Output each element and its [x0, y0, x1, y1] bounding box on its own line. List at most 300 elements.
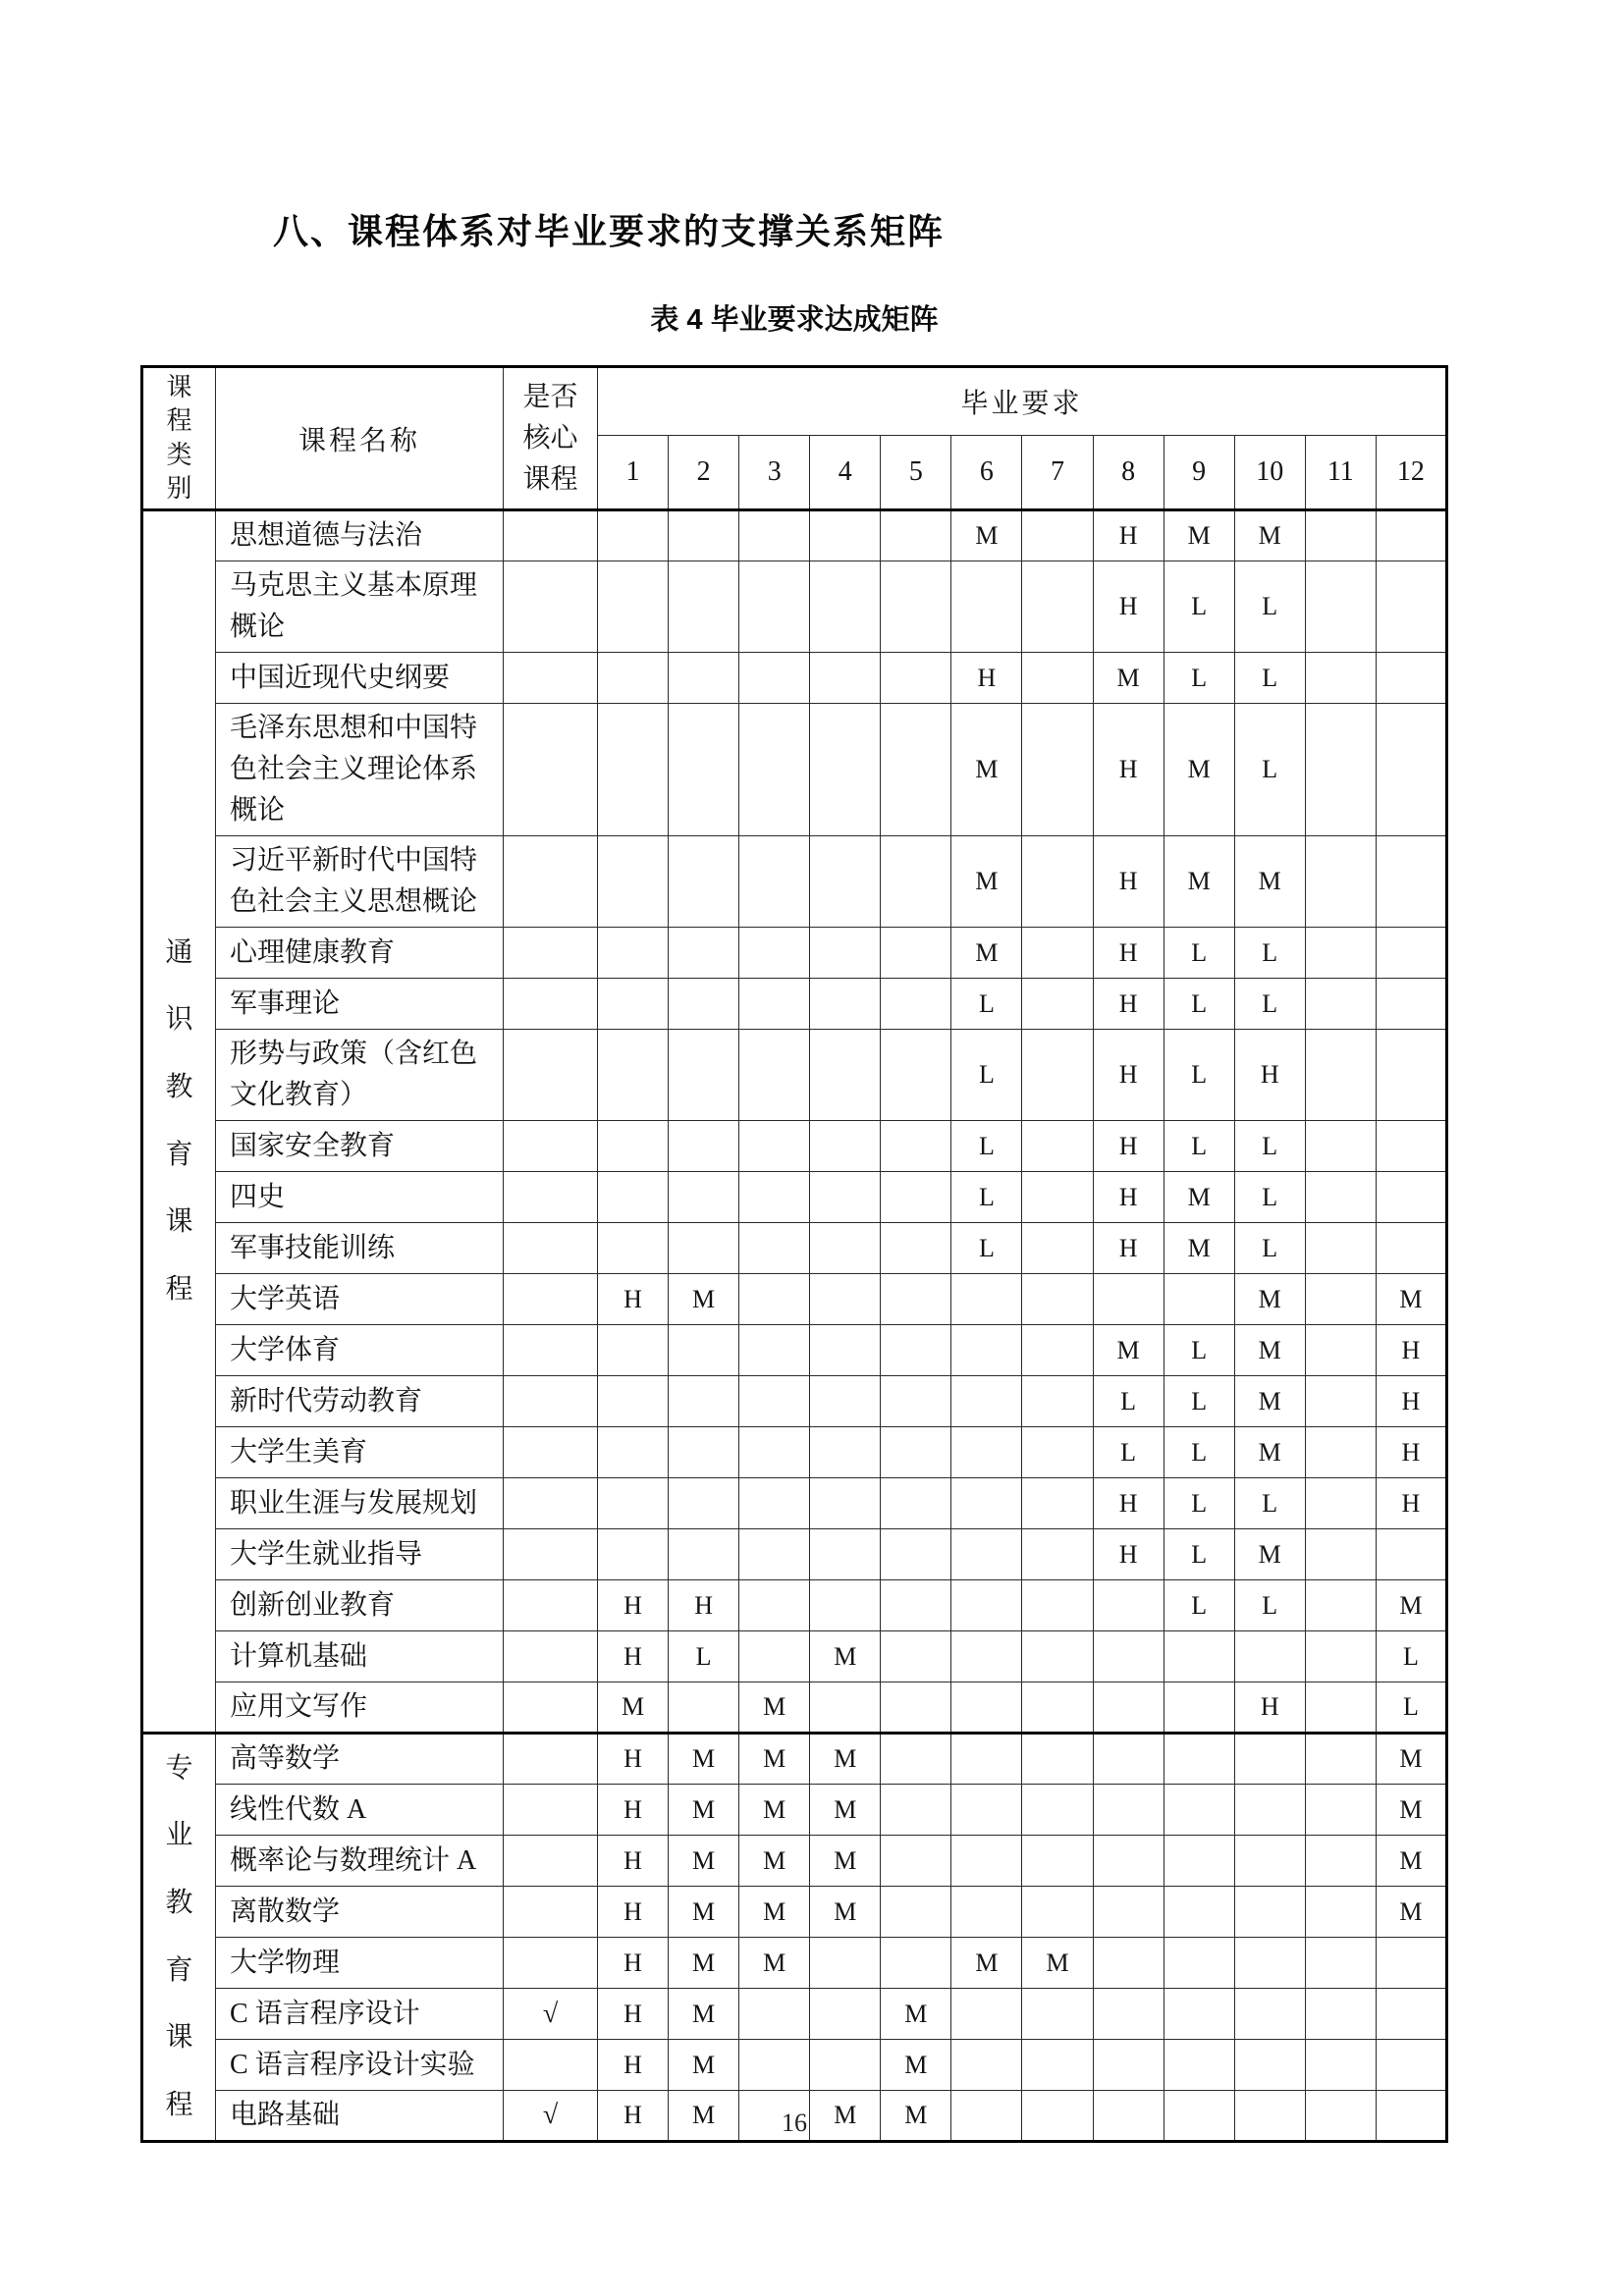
support-level-cell [1022, 836, 1093, 928]
support-level-cell: M [669, 1734, 739, 1785]
support-level-cell [1022, 1030, 1093, 1121]
support-level-cell [1376, 1121, 1446, 1172]
support-level-cell [810, 1172, 881, 1223]
support-level-cell [1022, 1529, 1093, 1580]
support-level-cell: L [1376, 1682, 1446, 1734]
support-level-cell [669, 1478, 739, 1529]
core-course-mark [504, 979, 598, 1030]
support-level-cell [1305, 1376, 1376, 1427]
support-level-cell: M [1164, 836, 1234, 928]
support-level-cell [1164, 1274, 1234, 1325]
course-row [142, 1325, 1447, 1376]
support-level-cell [598, 510, 669, 561]
support-level-cell: M [810, 1631, 881, 1682]
support-level-cell [881, 1223, 951, 1274]
support-level-cell [810, 1325, 881, 1376]
support-level-cell [1093, 1785, 1164, 1836]
support-level-cell [1022, 928, 1093, 979]
core-course-mark [504, 1836, 598, 1887]
course-row [142, 1223, 1447, 1274]
course-row [142, 1938, 1447, 1989]
core-course-mark [504, 1938, 598, 1989]
support-level-cell: H [669, 1580, 739, 1631]
support-level-cell [810, 1274, 881, 1325]
support-level-cell [669, 836, 739, 928]
requirement-number: 10 [1234, 436, 1305, 510]
support-level-cell: L [1093, 1376, 1164, 1427]
header-core-course-label: 是否核心课程 [522, 381, 578, 495]
support-level-cell [739, 1631, 810, 1682]
support-level-cell [669, 1121, 739, 1172]
support-level-cell [881, 1030, 951, 1121]
support-level-cell: M [1234, 510, 1305, 561]
support-level-cell [739, 1325, 810, 1376]
support-level-cell [881, 704, 951, 836]
support-level-cell [1234, 1938, 1305, 1989]
support-level-cell [951, 1478, 1022, 1529]
support-level-cell [881, 1274, 951, 1325]
course-row [142, 1478, 1447, 1529]
support-level-cell: L [951, 979, 1022, 1030]
course-name: 国家安全教育 [216, 1121, 504, 1172]
support-level-cell [1376, 979, 1446, 1030]
course-row [142, 1785, 1447, 1836]
core-course-mark [504, 1580, 598, 1631]
support-level-cell [1164, 1989, 1234, 2040]
support-level-cell: L [1164, 1580, 1234, 1631]
support-level-cell [810, 1682, 881, 1734]
support-level-cell [1164, 1734, 1234, 1785]
support-level-cell: M [669, 1887, 739, 1938]
achievement-matrix-table [140, 365, 1448, 2143]
support-level-cell [1164, 1785, 1234, 1836]
support-level-cell [1093, 1631, 1164, 1682]
support-level-cell [1022, 653, 1093, 704]
support-level-cell [1305, 1580, 1376, 1631]
category-cell [142, 1734, 216, 2142]
support-level-cell [1093, 1887, 1164, 1938]
table-header [142, 367, 1447, 510]
support-level-cell [1234, 2040, 1305, 2091]
support-level-cell: M [1093, 1325, 1164, 1376]
core-course-mark [504, 1887, 598, 1938]
core-course-mark: √ [504, 2091, 598, 2142]
course-row [142, 1030, 1447, 1121]
support-level-cell [1022, 1427, 1093, 1478]
support-level-cell [739, 1580, 810, 1631]
header-core-course [504, 367, 598, 510]
support-level-cell [669, 1325, 739, 1376]
support-level-cell [1305, 1631, 1376, 1682]
support-level-cell: H [951, 653, 1022, 704]
course-row [142, 561, 1447, 653]
support-level-cell [1164, 1938, 1234, 1989]
support-level-cell [1093, 1989, 1164, 2040]
support-level-cell: H [1093, 510, 1164, 561]
course-name: 电路基础 [216, 2091, 504, 2142]
support-level-cell [810, 561, 881, 653]
support-level-cell [810, 1938, 881, 1989]
support-level-cell [810, 1121, 881, 1172]
support-level-cell [739, 1121, 810, 1172]
support-level-cell [951, 1785, 1022, 1836]
support-level-cell: H [1093, 928, 1164, 979]
support-level-cell: H [1376, 1376, 1446, 1427]
support-level-cell [810, 1376, 881, 1427]
support-level-cell [669, 1427, 739, 1478]
support-level-cell [881, 836, 951, 928]
support-level-cell [881, 1938, 951, 1989]
support-level-cell: H [598, 1734, 669, 1785]
core-course-mark [504, 1682, 598, 1734]
support-level-cell [1234, 1631, 1305, 1682]
support-level-cell [1305, 1274, 1376, 1325]
course-name: 习近平新时代中国特色社会主义思想概论 [216, 836, 504, 928]
support-level-cell: M [1376, 1785, 1446, 1836]
course-name: 军事理论 [216, 979, 504, 1030]
support-level-cell [1305, 704, 1376, 836]
matrix-body [142, 510, 1447, 2142]
category-label: 专业教育课程 [165, 1752, 193, 2120]
support-level-cell [1376, 653, 1446, 704]
support-level-cell [1376, 1223, 1446, 1274]
support-level-cell: M [669, 1785, 739, 1836]
support-level-cell: M [1234, 1325, 1305, 1376]
support-level-cell: L [1234, 1172, 1305, 1223]
support-level-cell [598, 928, 669, 979]
support-level-cell [598, 1172, 669, 1223]
support-level-cell [1022, 979, 1093, 1030]
support-level-cell: L [1164, 561, 1234, 653]
course-name: 军事技能训练 [216, 1223, 504, 1274]
support-level-cell [669, 1376, 739, 1427]
support-level-cell [1093, 2040, 1164, 2091]
course-row [142, 2040, 1447, 2091]
support-level-cell [1022, 1580, 1093, 1631]
support-level-cell: M [810, 1785, 881, 1836]
core-course-mark [504, 928, 598, 979]
support-level-cell [1305, 2040, 1376, 2091]
support-level-cell [881, 1682, 951, 1734]
course-name: 概率论与数理统计 A [216, 1836, 504, 1887]
support-level-cell [951, 1989, 1022, 2040]
support-level-cell [1093, 1734, 1164, 1785]
course-row [142, 1836, 1447, 1887]
support-level-cell: M [1376, 1580, 1446, 1631]
support-level-cell [810, 1989, 881, 2040]
course-row [142, 1734, 1447, 1785]
support-level-cell [810, 2040, 881, 2091]
support-level-cell: M [739, 1887, 810, 1938]
support-level-cell [739, 1376, 810, 1427]
support-level-cell [1305, 1682, 1376, 1734]
support-level-cell [669, 510, 739, 561]
support-level-cell [951, 2040, 1022, 2091]
support-level-cell [1022, 1121, 1093, 1172]
support-level-cell [810, 1580, 881, 1631]
support-level-cell [951, 1631, 1022, 1682]
support-level-cell [1164, 1887, 1234, 1938]
course-row [142, 1682, 1447, 1734]
support-level-cell [881, 1376, 951, 1427]
support-level-cell [598, 1325, 669, 1376]
support-level-cell: M [881, 1989, 951, 2040]
support-level-cell: M [739, 1938, 810, 1989]
support-level-cell [739, 704, 810, 836]
core-course-mark: √ [504, 1989, 598, 2040]
support-level-cell [1376, 561, 1446, 653]
header-category [142, 367, 216, 510]
support-level-cell: H [1093, 561, 1164, 653]
core-course-mark [504, 1121, 598, 1172]
support-level-cell [810, 510, 881, 561]
course-name: 新时代劳动教育 [216, 1376, 504, 1427]
support-level-cell: L [1164, 1121, 1234, 1172]
support-level-cell [1022, 1478, 1093, 1529]
course-row [142, 653, 1447, 704]
support-level-cell [881, 1631, 951, 1682]
course-row [142, 510, 1447, 561]
support-level-cell: M [1376, 1274, 1446, 1325]
support-level-cell [669, 928, 739, 979]
requirement-number: 6 [951, 436, 1022, 510]
requirement-number: 1 [598, 436, 669, 510]
support-level-cell: L [1234, 1223, 1305, 1274]
course-name: C 语言程序设计 [216, 1989, 504, 2040]
support-level-cell [1305, 1989, 1376, 2040]
support-level-cell: M [669, 2091, 739, 2142]
support-level-cell [669, 704, 739, 836]
support-level-cell: H [1093, 704, 1164, 836]
core-course-mark [504, 704, 598, 836]
support-level-cell [1022, 1785, 1093, 1836]
support-level-cell: L [1164, 1325, 1234, 1376]
page-number: 16 [782, 2109, 807, 2137]
support-level-cell [881, 561, 951, 653]
course-row [142, 1274, 1447, 1325]
support-level-cell [1093, 1938, 1164, 1989]
support-level-cell: H [1093, 1223, 1164, 1274]
support-level-cell: H [598, 1785, 669, 1836]
support-level-cell [1022, 1274, 1093, 1325]
support-level-cell: M [1234, 836, 1305, 928]
support-level-cell [739, 928, 810, 979]
support-level-cell: L [1164, 928, 1234, 979]
course-row [142, 1121, 1447, 1172]
support-level-cell: L [1164, 1529, 1234, 1580]
course-row [142, 1172, 1447, 1223]
support-level-cell: M [951, 928, 1022, 979]
support-level-cell: H [1093, 836, 1164, 928]
support-level-cell [881, 1529, 951, 1580]
support-level-cell: M [881, 2040, 951, 2091]
support-level-cell [1305, 928, 1376, 979]
support-level-cell [1376, 1172, 1446, 1223]
support-level-cell [810, 836, 881, 928]
support-level-cell [598, 561, 669, 653]
support-level-cell: M [1164, 1172, 1234, 1223]
support-level-cell [1305, 1938, 1376, 1989]
support-level-cell [739, 1478, 810, 1529]
support-level-cell: L [1234, 928, 1305, 979]
support-level-cell [1022, 1172, 1093, 1223]
support-level-cell [1305, 1836, 1376, 1887]
support-level-cell [1305, 1030, 1376, 1121]
support-level-cell [881, 1836, 951, 1887]
support-level-cell [669, 561, 739, 653]
support-level-cell [598, 1427, 669, 1478]
support-level-cell [1164, 1631, 1234, 1682]
support-level-cell [1376, 1030, 1446, 1121]
support-level-cell: H [1093, 1529, 1164, 1580]
support-level-cell [881, 1427, 951, 1478]
support-level-cell [1376, 1938, 1446, 1989]
support-level-cell: L [1234, 1121, 1305, 1172]
support-level-cell: L [1234, 561, 1305, 653]
support-level-cell [951, 1734, 1022, 1785]
support-level-cell [1164, 1836, 1234, 1887]
course-name: 思想道德与法治 [216, 510, 504, 561]
category-cell [142, 510, 216, 1734]
support-level-cell [739, 1223, 810, 1274]
support-level-cell [739, 836, 810, 928]
support-level-cell: M [669, 1989, 739, 2040]
support-level-cell: M [1376, 1887, 1446, 1938]
support-level-cell: H [1093, 1478, 1164, 1529]
support-level-cell [1305, 1529, 1376, 1580]
support-level-cell: H [598, 1631, 669, 1682]
support-level-cell [1305, 1887, 1376, 1938]
support-level-cell: L [951, 1121, 1022, 1172]
core-course-mark [504, 1478, 598, 1529]
support-level-cell [1234, 1887, 1305, 1938]
support-level-cell [1305, 836, 1376, 928]
support-level-cell: H [1234, 1682, 1305, 1734]
course-row [142, 1989, 1447, 2040]
support-level-cell: L [1164, 979, 1234, 1030]
support-level-cell [739, 653, 810, 704]
support-level-cell: H [598, 1887, 669, 1938]
support-level-cell [739, 510, 810, 561]
support-level-cell: M [951, 836, 1022, 928]
support-level-cell: L [951, 1223, 1022, 1274]
support-level-cell [881, 1121, 951, 1172]
support-level-cell: M [810, 1836, 881, 1887]
support-level-cell [598, 1529, 669, 1580]
requirement-number: 12 [1376, 436, 1446, 510]
course-name: 中国近现代史纲要 [216, 653, 504, 704]
support-level-cell [598, 836, 669, 928]
requirement-number: 4 [810, 436, 881, 510]
support-level-cell: M [739, 1836, 810, 1887]
support-level-cell: L [1164, 1376, 1234, 1427]
page-title: 八、课程体系对毕业要求的支撑关系矩阵 [273, 211, 946, 251]
core-course-mark [504, 1172, 598, 1223]
core-course-mark [504, 1631, 598, 1682]
core-course-mark [504, 1376, 598, 1427]
support-level-cell [739, 561, 810, 653]
course-row [142, 1580, 1447, 1631]
support-level-cell [598, 979, 669, 1030]
support-level-cell [669, 1223, 739, 1274]
support-level-cell [739, 1427, 810, 1478]
support-level-cell [1022, 1325, 1093, 1376]
support-level-cell [881, 1580, 951, 1631]
support-level-cell [810, 928, 881, 979]
support-level-cell [1376, 1529, 1446, 1580]
category-label: 通识教育课程 [165, 936, 193, 1305]
core-course-mark [504, 1325, 598, 1376]
support-level-cell: M [951, 1938, 1022, 1989]
course-name: C 语言程序设计实验 [216, 2040, 504, 2091]
support-level-cell [598, 1030, 669, 1121]
support-level-cell [951, 1529, 1022, 1580]
support-level-cell: H [598, 1938, 669, 1989]
support-level-cell: L [1234, 1580, 1305, 1631]
support-level-cell: H [598, 1274, 669, 1325]
core-course-mark [504, 1529, 598, 1580]
support-level-cell [951, 1682, 1022, 1734]
requirement-number: 9 [1164, 436, 1234, 510]
support-level-cell [1022, 2040, 1093, 2091]
support-level-cell: M [1164, 1223, 1234, 1274]
support-level-cell [1164, 2040, 1234, 2091]
support-level-cell: H [1093, 979, 1164, 1030]
support-level-cell [881, 653, 951, 704]
support-level-cell: H [598, 2040, 669, 2091]
core-course-mark [504, 1427, 598, 1478]
requirement-number: 11 [1305, 436, 1376, 510]
support-level-cell [1305, 1785, 1376, 1836]
support-level-cell [669, 979, 739, 1030]
core-course-mark [504, 2040, 598, 2091]
support-level-cell: M [1376, 1734, 1446, 1785]
support-level-cell [881, 928, 951, 979]
support-level-cell [881, 1172, 951, 1223]
support-level-cell [1093, 1274, 1164, 1325]
support-level-cell [881, 1325, 951, 1376]
support-level-cell: M [1376, 1836, 1446, 1887]
support-level-cell: H [1234, 1030, 1305, 1121]
support-level-cell [1022, 510, 1093, 561]
support-level-cell [1305, 1325, 1376, 1376]
requirement-number: 7 [1022, 436, 1093, 510]
core-course-mark [504, 1030, 598, 1121]
support-level-cell: M [810, 1887, 881, 1938]
support-level-cell [810, 1478, 881, 1529]
support-level-cell: M [810, 2091, 881, 2142]
support-level-cell [881, 1785, 951, 1836]
support-level-cell [739, 1274, 810, 1325]
support-level-cell [951, 1274, 1022, 1325]
course-row [142, 1631, 1447, 1682]
support-level-cell: H [1093, 1030, 1164, 1121]
support-level-cell: H [598, 1580, 669, 1631]
support-level-cell [739, 979, 810, 1030]
support-level-cell: M [951, 704, 1022, 836]
course-name: 大学生就业指导 [216, 1529, 504, 1580]
support-level-cell [1305, 561, 1376, 653]
table-caption: 表 4 毕业要求达成矩阵 [650, 304, 939, 336]
support-level-cell [1022, 1376, 1093, 1427]
support-level-cell [669, 653, 739, 704]
support-level-cell: L [1164, 1478, 1234, 1529]
support-level-cell [739, 1989, 810, 2040]
support-level-cell [810, 979, 881, 1030]
core-course-mark [504, 1274, 598, 1325]
course-row [142, 1887, 1447, 1938]
support-level-cell [881, 1887, 951, 1938]
